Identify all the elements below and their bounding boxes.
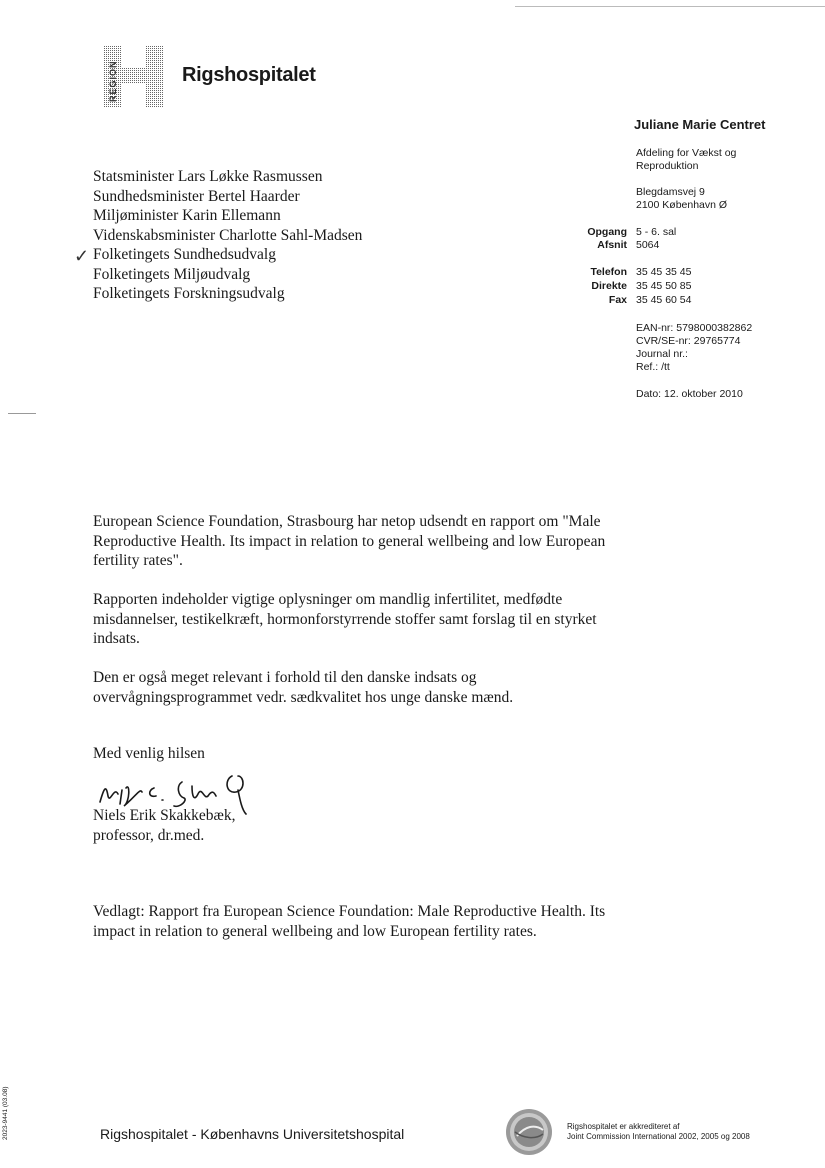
attachment-note: Vedlagt: Rapport fra European Science Foundation: Male Reproductive Health. Its impact in relation to general wellbeing and low European fertility rates. (93, 903, 606, 940)
recipient-line: Sundhedsminister Bertel Haarder (93, 187, 300, 205)
accreditation-seal-icon (505, 1108, 553, 1156)
cvr-number: CVR/SE-nr: 29765774 (636, 335, 741, 347)
body-paragraph: Den er også meget relevant i forhold til den danske indsats og overvågningsprogrammet vedr. sædkvalitet hos unge danske mænd. (93, 669, 514, 706)
contact-value: 35 45 60 54 (636, 294, 692, 306)
street: Blegdamsvej 9 (636, 186, 705, 198)
logo-region-text: REGION (108, 60, 118, 102)
recipient-line: Folketingets Miljøudvalg (93, 265, 251, 283)
recipient-line: Miljøminister Karin Ellemann (93, 207, 281, 224)
signatory-name: Niels Erik Skakkebæk, (93, 807, 236, 824)
reference: Ref.: /tt (636, 361, 670, 373)
letter-date: Dato: 12. oktober 2010 (636, 388, 743, 400)
city: 2100 København Ø (636, 199, 728, 211)
journal-number: Journal nr.: (636, 348, 688, 360)
recipient-line: Folketingets Forskningsudvalg (93, 285, 285, 302)
unit-line: Afdeling for Vækst og (636, 147, 737, 159)
department-title: Juliane Marie Centret (634, 117, 766, 132)
hospital-brand-name: Rigshospitalet (182, 64, 316, 86)
recipient-line: Videnskabsminister Charlotte Sahl-Madsen (93, 226, 363, 244)
scan-edge-line (515, 6, 825, 7)
accreditation-line: Joint Commission International 2002, 2005 og 2008 (567, 1132, 750, 1141)
contact-label: Telefon (590, 266, 627, 278)
handwritten-checkmark: ✓ (74, 246, 90, 266)
contact-value: 35 45 35 45 (636, 266, 692, 278)
contact-value: 5064 (636, 239, 660, 251)
signatory-title: professor, dr.med. (93, 826, 205, 844)
contact-label: Afsnit (597, 239, 627, 251)
contact-value: 35 45 50 85 (636, 280, 692, 292)
unit-name (636, 147, 786, 173)
identifier-block (636, 322, 752, 374)
ean-number: EAN-nr: 5798000382862 (636, 322, 753, 334)
recipient-line: Folketingets Sundhedsudvalg (93, 246, 276, 263)
signatory-block (93, 806, 236, 845)
fold-mark (8, 413, 36, 414)
form-code-text: 2023-9441 (03.08) (2, 1086, 9, 1140)
recipient-line: Statsminister Lars Løkke Rasmussen (93, 168, 323, 185)
address-block (636, 186, 727, 212)
contact-label: Direkte (591, 280, 627, 292)
contact-block (567, 226, 807, 316)
contact-value: 5 - 6. sal (636, 226, 677, 238)
form-code (2, 1086, 16, 1146)
recipient-list (93, 167, 362, 304)
region-h-logo (104, 46, 164, 108)
accreditation-text (567, 1122, 750, 1142)
body-paragraph: Rapporten indeholder vigtige oplysninger om mandlig infertilitet, medfødte misdannelser, testikelkræft, hormonforstyrrende stoffer samt forslag til en styrket indsats. (93, 591, 597, 647)
contact-label: Opgang (587, 226, 627, 238)
body-paragraph: European Science Foundation, Strasbourg har netop udsendt en rapport om "Male Reproductive Health. Its impact in relation to general wellbeing and low European fertility rates". (93, 513, 606, 569)
accreditation-line: Rigshospitalet er akkrediteret af (567, 1122, 680, 1131)
closing-greeting: Med venlig hilsen (93, 745, 205, 762)
unit-line: Reproduktion (636, 160, 699, 172)
footer-institution: Rigshospitalet - Københavns Universitetshospital (100, 1126, 405, 1142)
contact-label: Fax (608, 294, 627, 306)
